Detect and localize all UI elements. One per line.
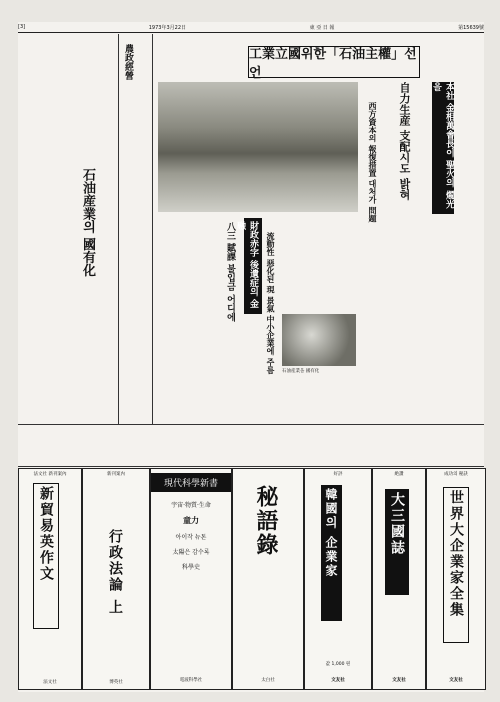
ad-item: 童力 xyxy=(183,515,199,525)
body-text xyxy=(158,218,218,418)
ad-publisher: 太白社 xyxy=(261,678,275,683)
ad-top: 成功의 秘訣 xyxy=(444,472,468,477)
main-headline: 工業立國위한「石油主權」선언 xyxy=(248,46,420,78)
ad-item: 宇宙·物質·生命 xyxy=(171,502,211,509)
black-headline-text: 本社 金相萬會長이 聖火의 燭光을 xyxy=(431,82,454,209)
river-photo xyxy=(158,82,358,212)
ad-box xyxy=(372,468,426,690)
black-headline xyxy=(432,82,454,214)
side-note: 流動性 惡化된 現 景氣 中小企業에 주름 xyxy=(266,232,276,374)
ad-publisher: 博英社 xyxy=(109,680,123,685)
ad-box xyxy=(232,468,304,690)
section-label: 農政經營 xyxy=(123,44,133,80)
ad-top: 法文社 新刊案內 xyxy=(33,472,67,477)
ad-title: 行政法論 上 xyxy=(107,529,123,616)
finance-subhead: 八三 賦課 불입금 어디에 xyxy=(225,222,235,322)
ad-top: 新刊案內 xyxy=(107,472,125,477)
ad-title: 大三國誌 xyxy=(385,489,409,595)
page-number: [3] xyxy=(18,24,26,30)
ad-price: 값 1,000 원 xyxy=(325,662,351,667)
section-headline: 石油産業의 國有化 xyxy=(80,168,95,277)
ad-box xyxy=(82,468,150,690)
sub-headline: 自力生産 支配시도 밝혀 xyxy=(398,82,411,200)
ad-top: 好評 xyxy=(333,472,343,477)
body-text-left xyxy=(18,36,116,422)
issue-number: 第15639號 xyxy=(458,24,484,31)
masthead xyxy=(18,22,484,33)
ad-title: 秘語錄 xyxy=(253,485,279,557)
sub-headline: 西方資本의 報復措置 대처가 問題 xyxy=(368,102,378,223)
lower-text-band xyxy=(18,426,484,464)
date: 1973年3月22日 xyxy=(148,24,187,31)
ad-title: 世界大企業家全集 xyxy=(443,487,469,643)
ad-top: 現代科學新書 xyxy=(151,473,231,492)
photo-caption: 石油産業을 國有化 xyxy=(282,369,320,374)
ad-box xyxy=(304,468,372,690)
ad-publisher: 法文社 xyxy=(43,680,57,685)
ad-box xyxy=(18,468,82,690)
ad-publisher: 文友社 xyxy=(331,678,345,683)
ad-publisher: 文友社 xyxy=(392,678,406,683)
ad-title: 韓國의 企業家 xyxy=(321,485,342,621)
ad-item: 科學史 xyxy=(181,564,200,571)
ad-item: 아이작 뉴톤 xyxy=(175,534,207,541)
ad-publisher: 文友社 xyxy=(449,678,463,683)
newspaper-page xyxy=(18,22,484,692)
people-photo xyxy=(282,314,356,366)
divider xyxy=(18,466,484,467)
ad-box xyxy=(150,468,232,690)
divider xyxy=(118,34,119,424)
divider xyxy=(152,34,153,424)
ad-top: 絶讚 xyxy=(394,472,404,477)
body-text xyxy=(122,92,150,422)
divider xyxy=(18,424,484,425)
ad-item: 太陽은 감수록 xyxy=(172,549,210,556)
finance-headline: 財政赤字 後遺症의 金融 xyxy=(244,218,262,314)
body-text xyxy=(458,82,484,422)
ad-title: 新貿易英作文 xyxy=(33,483,59,629)
ad-publisher: 電波科學社 xyxy=(179,678,203,683)
body-text xyxy=(362,218,430,418)
ad-box xyxy=(426,468,486,690)
paper-name: 東 亞 日 報 xyxy=(309,24,335,31)
